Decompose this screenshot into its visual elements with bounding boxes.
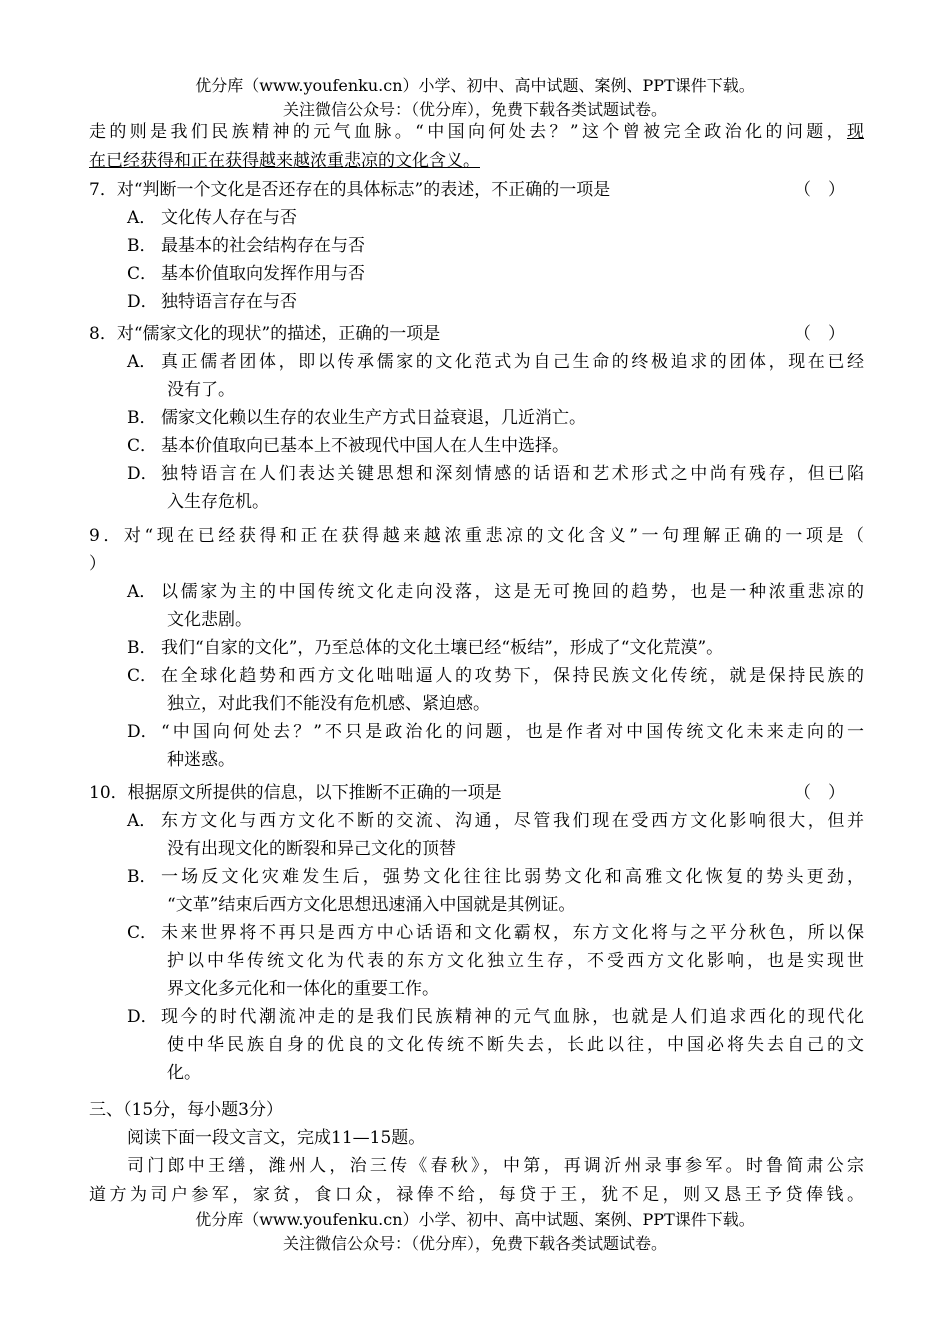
option-label: B． [127,638,157,658]
question-9-text: 9．对“现在已经获得和正在获得越来越浓重悲凉的文化含义”一句理解正确的一项是（ [89,526,864,546]
option-label: B． [127,408,157,428]
option-label: C． [127,436,158,456]
option-b [89,404,864,432]
option-b [89,863,864,919]
question-7-text: 7．对“判断一个文化是否还存在的具体标志”的表述，不正确的一项是 [89,180,611,200]
question-10-text: 10．根据原文所提供的信息，以下推断不正确的一项是 [89,783,502,803]
option-text [161,919,864,1003]
option-b [89,232,864,260]
option-label: A． [127,208,157,228]
option-line: 界文化多元化和一体化的重要工作。 [167,979,439,999]
footer-line-2: 关注微信公众号：（优分库），免费下载各类试题试卷。 [282,1234,667,1253]
classical-text-line-1: 司门郎中王缮，潍州人，治三传《春秋》，中第，再调沂州录事参军。时鲁简肃公宗 [127,1156,864,1176]
intro-underlined-start: 现 [847,122,864,142]
option-label: D． [127,464,158,484]
option-label: D． [127,292,158,312]
option-d [89,718,864,774]
intro-text: 走的则是我们民族精神的元气血脉。“中国向何处去？”这个曾被完全政治化的问题， [89,122,847,142]
question-8-text: 8．对“儒家文化的现状”的描述，正确的一项是 [89,324,441,344]
option-line: 种迷惑。 [167,750,235,770]
option-text [161,348,864,404]
option-label: D． [127,722,158,742]
question-7 [89,176,864,316]
option-text [161,807,864,863]
option-line: 独特语言在人们表达关键思想和深刻情感的话语和艺术形式之中尚有残存，但已陷 [161,464,864,484]
option-line: 真正儒者团体，即以传承儒家的文化范式为自己生命的终极追求的团体，现在已经 [161,352,864,372]
option-line: 使中华民族自身的优良的文化传统不断失去，长此以往，中国必将失去自己的文 [167,1035,864,1055]
section-3-instruction: 阅读下面一段文言文，完成11—15题。 [127,1128,426,1148]
page-footer [0,1208,950,1256]
question-9-text-cont: ） [89,554,106,574]
option-text: 基本价值取向已基本上不被现代中国人在人生中选择。 [161,436,569,456]
answer-blank: （ ） [794,783,845,803]
option-text: 基本价值取向发挥作用与否 [161,264,365,284]
intro-line-1 [89,118,864,147]
option-line: 在全球化趋势和西方文化咄咄逼人的攻势下，保持民族文化传统，就是保持民族的 [161,666,864,686]
option-text [161,460,864,516]
option-label: B． [127,236,157,256]
option-c [89,260,864,288]
option-line: 没有了。 [167,380,235,400]
question-9 [89,522,864,774]
option-label: C． [127,666,158,686]
page-header [0,74,950,122]
option-label: A． [127,352,157,372]
option-line: 化。 [167,1063,201,1083]
option-text [161,1003,864,1087]
option-line: “文革”结束后西方文化思想迅速涌入中国就是其例证。 [167,895,576,915]
option-text [161,662,864,718]
header-line-1: 优分库（www.youfenku.cn）小学、初中、高中试题、案例、PPT课件下载。 [195,76,755,95]
intro-underlined-end: 在已经获得和正在获得越来越浓重悲凉的文化含义。 [89,151,480,171]
option-text [161,718,864,774]
option-line: 现今的时代潮流冲走的是我们民族精神的元气血脉，也就是人们追求西化的现代化 [161,1007,864,1027]
section-3-title: 三、（15分，每小题3分） [89,1100,283,1120]
option-line: 护以中华传统文化为代表的东方文化独立生存，不受西方文化影响，也是实现世 [167,951,864,971]
option-text: 我们“自家的文化”，乃至总体的文化土壤已经“板结”，形成了“文化荒漠”。 [161,638,724,658]
option-label: B． [127,867,157,887]
intro-line-2 [89,147,864,176]
option-text [161,578,864,634]
option-text: 独特语言存在与否 [161,292,297,312]
question-8-stem [89,320,864,348]
option-c [89,919,864,1003]
option-text: 最基本的社会结构存在与否 [161,236,365,256]
question-10 [89,779,864,1087]
footer-line-1: 优分库（www.youfenku.cn）小学、初中、高中试题、案例、PPT课件下载。 [195,1210,755,1229]
option-label: A． [127,811,157,831]
option-line: 文化悲剧。 [167,610,252,630]
option-a [89,204,864,232]
option-c [89,662,864,718]
header-line-2: 关注微信公众号：（优分库），免费下载各类试题试卷。 [282,100,667,119]
answer-blank: （ ） [794,180,845,200]
option-line: 独立，对此我们不能没有危机感、紧迫感。 [167,694,490,714]
option-a [89,807,864,863]
question-8 [89,320,864,516]
option-line: 东方文化与西方文化不断的交流、沟通，尽管我们现在受西方文化影响很大，但并 [161,811,864,831]
option-text [161,863,864,919]
option-label: D． [127,1007,158,1027]
option-label: C． [127,264,158,284]
option-a [89,348,864,404]
option-line: 一场反文化灾难发生后，强势文化往往比弱势文化和高雅文化恢复的势头更劲， [161,867,864,887]
intro-passage [89,118,864,176]
option-text: 儒家文化赖以生存的农业生产方式日益衰退，几近消亡。 [161,408,586,428]
option-line: 未来世界将不再只是西方中心话语和文化霸权，东方文化将与之平分秋色，所以保 [161,923,864,943]
answer-blank: （ ） [794,324,845,344]
option-d [89,460,864,516]
option-text: 文化传人存在与否 [161,208,297,228]
option-line: 入生存危机。 [167,492,269,512]
option-d [89,1003,864,1087]
option-line: 以儒家为主的中国传统文化走向没落，这是无可挽回的趋势，也是一种浓重悲凉的 [161,582,864,602]
option-line: “中国向何处去？”不只是政治化的问题，也是作者对中国传统文化未来走向的一 [161,722,864,742]
question-10-stem [89,779,864,807]
option-label: C． [127,923,158,943]
option-b [89,634,864,662]
option-c [89,432,864,460]
option-a [89,578,864,634]
classical-text-line-2: 道方为司户参军，家贫，食口众，禄俸不给，每贷于王，犹不足，则又恳王予贷俸钱。 [89,1185,864,1205]
section-3 [89,1096,864,1210]
question-7-stem [89,176,864,204]
option-label: A． [127,582,157,602]
option-line: 没有出现文化的断裂和异己文化的顶替 [167,839,456,859]
option-d [89,288,864,316]
